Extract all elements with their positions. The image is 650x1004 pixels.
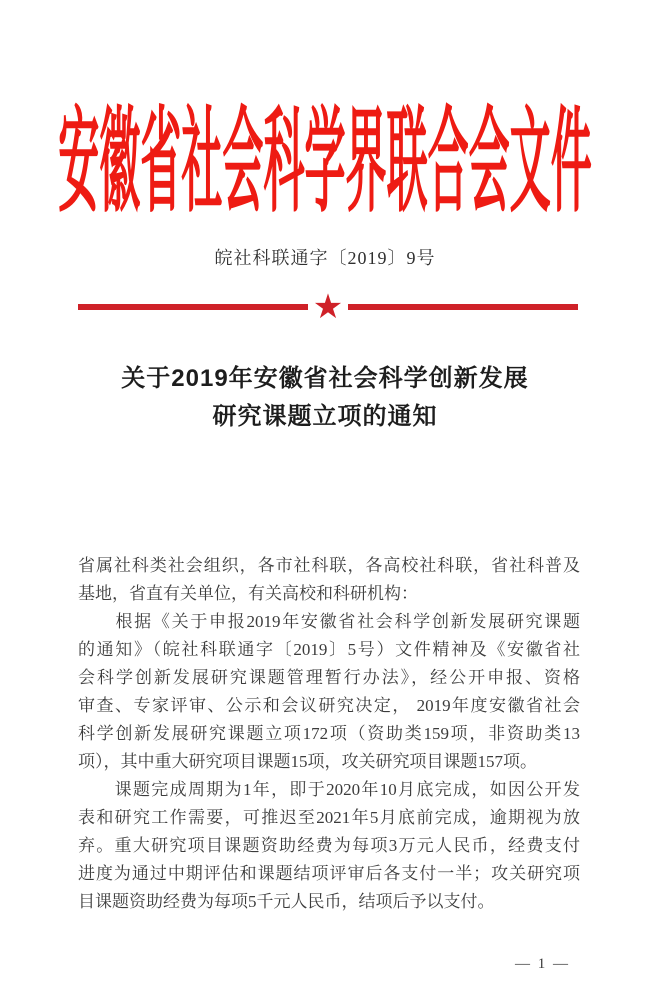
notice-title-line1: 关于2019年安徽省社会科学创新发展 xyxy=(121,365,529,392)
org-title: 安徽省社会科学界联合会文件 xyxy=(58,99,592,226)
body-line: 基地，省直有关单位，有关高校和科研机构： xyxy=(78,584,418,603)
divider-line-right xyxy=(348,304,578,310)
body-line: 会科学创新发展研究课题管理暂行办法》，经公开申报、资格 xyxy=(78,668,580,687)
body-line: 科学创新发展研究课题立项172项（资助类159项，非资助类13 xyxy=(78,724,580,743)
body-line: 目课题资助经费为每项5千元人民币，结项后予以支付。 xyxy=(78,892,495,911)
notice-title xyxy=(0,360,650,436)
body-line: 根据《关于申报2019年安徽省社会科学创新发展研究课题 xyxy=(78,612,580,631)
body-line: 审查、专家评审、公示和会议研究决定， 2019年度安徽省社会 xyxy=(78,696,580,715)
body-line: 表和研究工作需要，可推迟至2021年5月底前完成，逾期视为放 xyxy=(78,808,580,827)
document-page xyxy=(0,96,650,1004)
body-line: 项），其中重大研究项目课题15项，攻关研究项目课题157项。 xyxy=(78,752,537,771)
star-icon: ★ xyxy=(312,287,344,327)
body-line: 的通知》（皖社科联通字〔2019〕5号）文件精神及《安徽省社 xyxy=(78,640,580,659)
divider-line-left xyxy=(78,304,308,310)
body-line: 课题完成周期为1年，即于2020年10月底完成，如因公开发 xyxy=(78,780,580,799)
body-line: 进度为通过中期评估和课题结项评审后各支付一半；攻关研究项 xyxy=(78,864,580,883)
page-number: — 1 — xyxy=(515,956,570,972)
document-body xyxy=(78,552,580,916)
doc-number: 皖社科联通字〔2019〕9号 xyxy=(214,248,436,268)
letterhead-divider xyxy=(78,287,578,327)
letterhead xyxy=(0,96,650,230)
body-line: 弃。重大研究项目课题资助经费为每项3万元人民币，经费支付 xyxy=(78,836,580,855)
notice-title-line2: 研究课题立项的通知 xyxy=(212,403,438,430)
body-line: 省属社科类社会组织，各市社科联，各高校社科联，省社科普及 xyxy=(78,556,580,575)
